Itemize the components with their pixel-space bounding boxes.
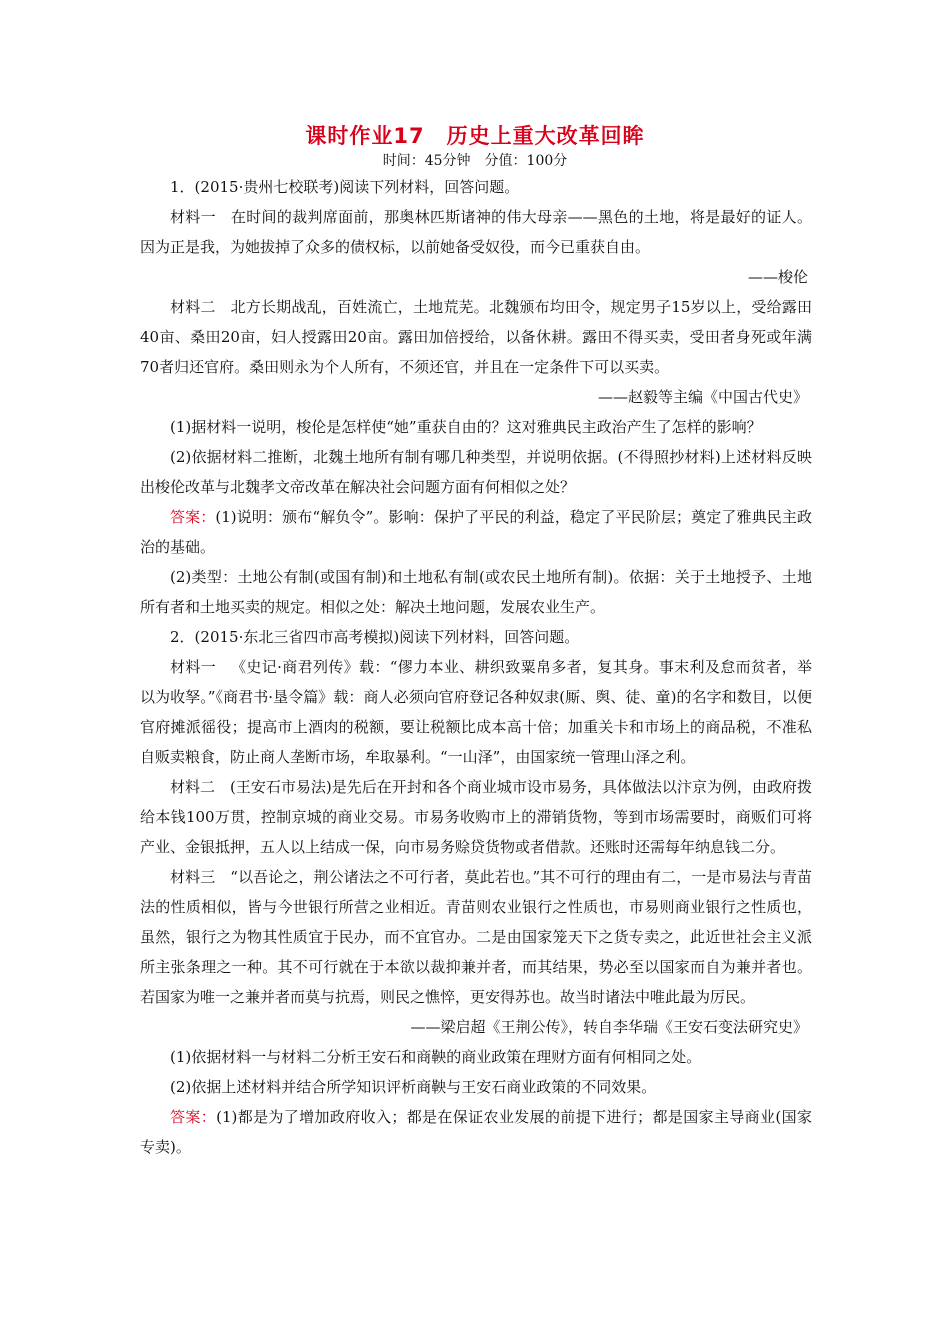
- time-score-info: 时间：45分钟 分值：100分: [382, 153, 568, 169]
- q2-stem: 2．(2015·东北三省四市高考模拟)阅读下列材料，回答问题。: [170, 628, 580, 646]
- q1-material-1: [140, 202, 812, 262]
- q2-answer-1: [140, 1102, 812, 1162]
- answer-text: (1)都是为了增加政府收入；都是在保证农业发展的前提下进行；都是国家主导商业(国家专卖)。: [140, 1108, 812, 1156]
- material-label: 材料二: [170, 298, 216, 316]
- q2-material-3: [140, 862, 812, 1012]
- material-text: “以吾论之，荆公诸法之不可行者，莫此若也。”其不可行的理由有二，一是市易法与青苗法的性质相似，皆与今世银行所营之业相近。青苗则农业银行之性质也，市易则商业银行之性质也，虽然，银行之为物其性质宜于民办，而不宜官办。二是由国家笼天下之货专卖之，此近世社会主义派所主张条理之一种。其不可行就在于本欲以裁抑兼并者，而其结果，势必至以国家而自为兼并者也。若国家为唯一之兼并者而莫与抗焉，则民之憔悴，更安得苏也。故当时诸法中唯此最为厉民。: [140, 868, 812, 1006]
- q1-answer-1: [140, 502, 812, 562]
- q2-material-1: [140, 652, 812, 772]
- material-text: 北方长期战乱，百姓流亡，土地荒芜。北魏颁布均田令，规定男子15岁以上，受给露田40亩、桑田20亩，妇人授露田20亩。露田加倍授给，以备休耕。露田不得买卖，受田者身死或年满70者归还官府。桑田则永为个人所有，不须还官，并且在一定条件下可以买卖。: [140, 298, 812, 376]
- material-text: 《史记·商君列传》载：“僇力本业、耕织致粟帛多者，复其身。事末利及怠而贫者，举以为收孥。”《商君书·垦令篇》载：商人必须向官府登记各种奴隶(厮、舆、徒、童)的名字和数目，以便官府摊派徭役；提高市上酒肉的税额，要让税额比成本高十倍；加重关卡和市场上的商品税，不准私自贩卖粮食，防止商人垄断市场，牟取暴利。“一山泽”，由国家统一管理山泽之利。: [140, 658, 812, 766]
- answer-label: 答案：: [170, 1108, 217, 1126]
- document-body: [140, 172, 812, 1162]
- q1-subquestion-2: (2)依据材料二推断，北魏土地所有制有哪几种类型，并说明依据。(不得照抄材料)上述材料反映出梭伦改革与北魏孝文帝改革在解决社会问题方面有何相似之处？: [140, 448, 812, 496]
- material-label: 材料一: [170, 208, 216, 226]
- q2-subquestion-1: (1)依据材料一与材料二分析王安石和商鞅的商业政策在理财方面有何相同之处。: [170, 1048, 702, 1066]
- material-label: 材料三: [170, 868, 216, 886]
- answer-text: (1)说明：颁布“解负令”。影响：保护了平民的利益，稳定了平民阶层；奠定了雅典民主政治的基础。: [140, 508, 812, 556]
- page-title: 课时作业17 历史上重大改革回眸: [305, 124, 645, 148]
- answer-label: 答案：: [170, 508, 216, 526]
- q2-material-3-source: ——梁启超《王荆公传》，转自李华瑞《王安石变法研究史》: [410, 1018, 808, 1036]
- q1-answer-2: (2)类型：土地公有制(或国有制)和土地私有制(或农民土地所有制)。依据：关于土地授予、土地所有者和土地买卖的规定。相似之处：解决土地问题，发展农业生产。: [140, 568, 812, 616]
- q2-material-2: [140, 772, 812, 862]
- q1-subquestion-1: (1)据材料一说明，梭伦是怎样使“她”重获自由的？这对雅典民主政治产生了怎样的影响？: [170, 418, 762, 436]
- q1-material-2: [140, 292, 812, 382]
- material-label: 材料二: [170, 778, 216, 796]
- material-text: 在时间的裁判席面前，那奥林匹斯诸神的伟大母亲——黑色的土地，将是最好的证人。因为正是我，为她拔掉了众多的债权标，以前她备受奴役，而今已重获自由。: [140, 208, 812, 256]
- q1-material-2-source: ——赵毅等主编《中国古代史》: [597, 388, 808, 406]
- q1-stem: 1．(2015·贵州七校联考)阅读下列材料，回答问题。: [170, 178, 520, 196]
- material-text: (王安石市易法)是先后在开封和各个商业城市设市易务，具体做法以汴京为例，由政府拨给本钱100万贯，控制京城的商业交易。市易务收购市上的滞销货物，等到市场需要时，商贩们可将产业、金银抵押，五人以上结成一保，向市易务赊贷货物或者借款。还账时还需每年纳息钱二分。: [140, 778, 812, 856]
- material-label: 材料一: [170, 658, 217, 676]
- q1-material-1-source: ——梭伦: [747, 268, 808, 286]
- q2-subquestion-2: (2)依据上述材料并结合所学知识评析商鞅与王安石商业政策的不同效果。: [170, 1078, 657, 1096]
